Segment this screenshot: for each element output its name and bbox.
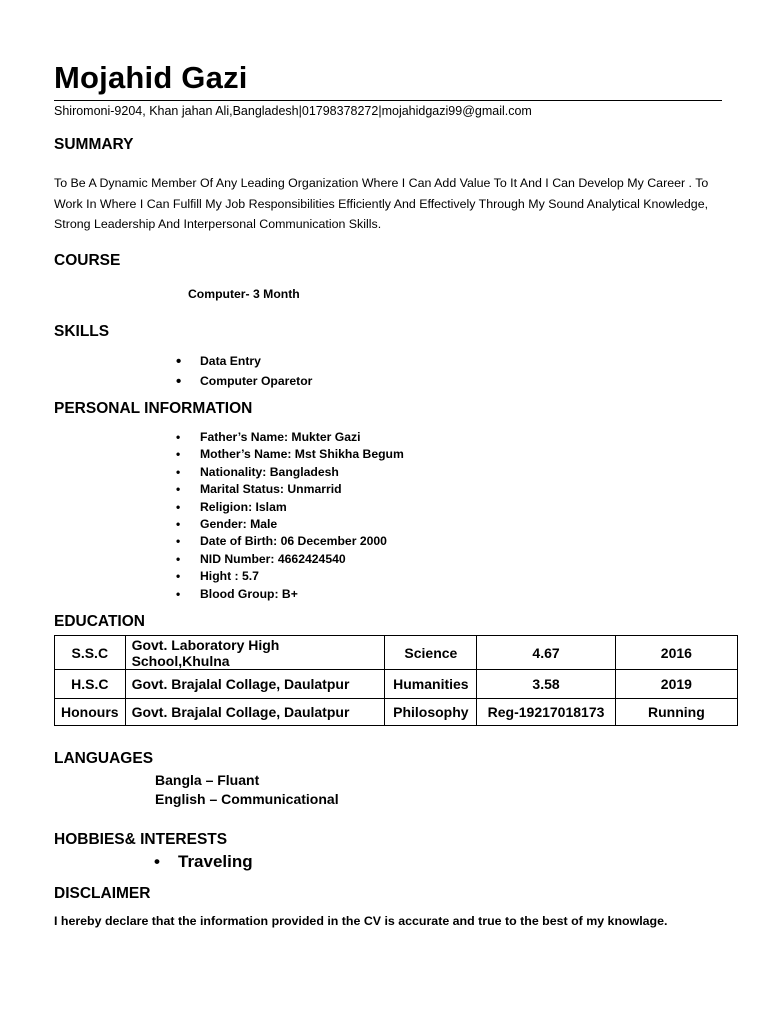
list-item: • Marital Status: Unmarrid	[176, 481, 404, 498]
languages-heading: LANGUAGES	[54, 750, 154, 767]
table-cell: S.S.C	[55, 636, 126, 670]
list-item: • Blood Group: B+	[176, 586, 404, 603]
list-item: • Traveling	[154, 852, 253, 872]
list-item: • Computer Oparetor	[176, 372, 312, 392]
hobbies-heading: HOBBIES& INTERESTS	[54, 831, 228, 848]
table-cell: 3.58	[477, 670, 615, 699]
table-cell: Science	[385, 636, 477, 670]
hobbies-list	[154, 852, 253, 872]
table-row	[55, 699, 738, 726]
table-cell: Govt. Brajalal Collage, Daulatpur	[125, 699, 385, 726]
table-cell: 2019	[615, 670, 737, 699]
skills-heading: SKILLS	[54, 323, 110, 340]
list-item: English – Communicational	[155, 791, 339, 807]
disclaimer-text: I hereby declare that the information provided in the CV is accurate and true to the best of my knowlage.	[54, 914, 668, 928]
table-cell: 2016	[615, 636, 737, 670]
personal-info-list	[176, 429, 404, 603]
table-cell: Govt. Laboratory High School,Khulna	[125, 636, 385, 670]
contact-line: Shiromoni-9204, Khan jahan Ali,Bangladesh|01798378272|mojahidgazi99@gmail.com	[54, 104, 532, 118]
education-table	[54, 635, 738, 726]
list-item: • Date of Birth: 06 December 2000	[176, 533, 404, 550]
table-cell: Honours	[55, 699, 126, 726]
list-item: • NID Number: 4662424540	[176, 551, 404, 568]
table-cell: Running	[615, 699, 737, 726]
disclaimer-heading: DISCLAIMER	[54, 885, 151, 902]
table-cell: Reg-19217018173	[477, 699, 615, 726]
table-cell: 4.67	[477, 636, 615, 670]
table-cell: Philosophy	[385, 699, 477, 726]
list-item: • Hight : 5.7	[176, 568, 404, 585]
education-heading: EDUCATION	[54, 613, 145, 630]
table-cell: H.S.C	[55, 670, 126, 699]
table-cell: Humanities	[385, 670, 477, 699]
list-item: • Father’s Name: Mukter Gazi	[176, 429, 404, 446]
candidate-name: Mojahid Gazi	[54, 60, 248, 95]
table-row	[55, 670, 738, 699]
header-divider	[54, 100, 722, 101]
course-heading: COURSE	[54, 252, 121, 269]
list-item: • Nationality: Bangladesh	[176, 464, 404, 481]
list-item: • Data Entry	[176, 352, 312, 372]
table-cell: Govt. Brajalal Collage, Daulatpur	[125, 670, 385, 699]
list-item: • Gender: Male	[176, 516, 404, 533]
summary-heading: SUMMARY	[54, 136, 134, 153]
skills-list	[176, 352, 312, 391]
summary-text: To Be A Dynamic Member Of Any Leading Organization Where I Can Add Value To It And I Can Develop My Career . To Work In Where I Can Fulfill My Job Responsibilities Efficiently And Effectively Through My Sound Analytical Knowledge, Strong Leadership And Interpersonal Communication Skills.	[54, 176, 709, 231]
list-item: Bangla – Fluant	[155, 772, 260, 788]
list-item: • Mother’s Name: Mst Shikha Begum	[176, 446, 404, 463]
course-text: Computer- 3 Month	[188, 287, 300, 301]
table-row	[55, 636, 738, 670]
personal-info-heading: PERSONAL INFORMATION	[54, 400, 253, 417]
languages-list	[155, 771, 339, 809]
list-item: • Religion: Islam	[176, 499, 404, 516]
